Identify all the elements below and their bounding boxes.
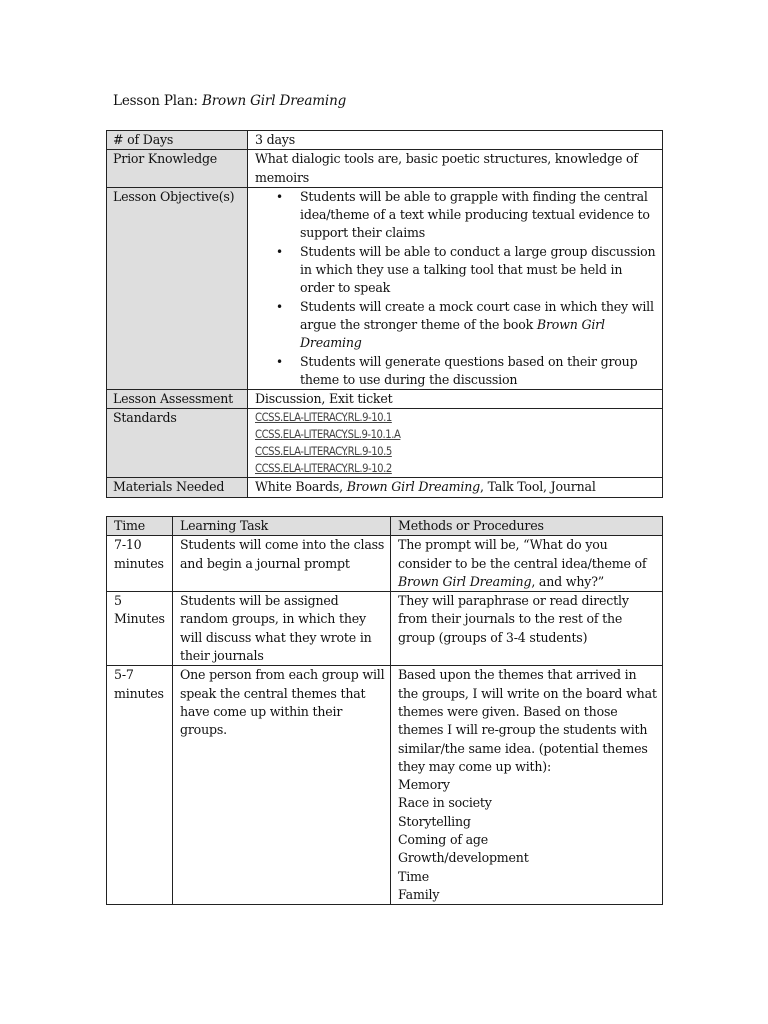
- materials-label: Materials Needed: [107, 478, 248, 497]
- row-method: They will paraphrase or read directly from their journals to the rest of the group (groups of 3-4 students): [391, 592, 663, 666]
- materials-book-title: Brown Girl Dreaming: [346, 479, 481, 495]
- schedule-header-row: [107, 517, 663, 536]
- materials-value: White Boards, Brown Girl Dreaming, Talk Tool, Journal: [248, 478, 663, 497]
- standard-link[interactable]: CCSS.ELA-LITERACY.RL.9-10.1: [255, 411, 392, 425]
- standards-label: Standards: [107, 409, 248, 478]
- theme-item: Coming of age: [398, 832, 489, 848]
- schedule-row: [107, 666, 663, 905]
- method-book-title: Brown Girl Dreaming: [398, 573, 532, 589]
- schedule-row: [107, 536, 663, 592]
- objectives-row: [107, 187, 663, 389]
- theme-item: Time: [398, 868, 430, 884]
- objective-item: • Students will generate questions based on their group theme to use during the discussion: [300, 353, 659, 390]
- days-row: [107, 131, 663, 150]
- row-task: One person from each group will speak the central themes that have come up within their groups.: [173, 666, 391, 905]
- materials-row: [107, 478, 663, 497]
- standards-row: [107, 409, 663, 478]
- row-task: Students will be assigned random groups, in which they will discuss what they wrote in their journals: [173, 592, 391, 666]
- objectives-list: [255, 188, 659, 389]
- header-time: Time: [107, 517, 173, 536]
- lesson-overview-table: [106, 130, 663, 498]
- row-time: 5-7 minutes: [107, 666, 173, 905]
- days-label: # of Days: [107, 131, 248, 150]
- objective-book-title: Brown Girl Dreaming: [300, 316, 605, 351]
- prior-knowledge-value: What dialogic tools are, basic poetic structures, knowledge of memoirs: [248, 150, 663, 188]
- theme-item: Family: [398, 886, 440, 902]
- prior-knowledge-label: Prior Knowledge: [107, 150, 248, 188]
- page-title: [113, 93, 346, 109]
- theme-item: Storytelling: [398, 813, 471, 829]
- assessment-label: Lesson Assessment: [107, 390, 248, 409]
- standard-link[interactable]: CCSS.ELA-LITERACY.RL.9-10.2: [255, 462, 392, 476]
- objectives-label: Lesson Objective(s): [107, 187, 248, 389]
- row-time: 7-10 minutes: [107, 536, 173, 592]
- header-task: Learning Task: [173, 517, 391, 536]
- objective-item: • Students will create a mock court case in which they will argue the stronger theme of the book Brown Girl Dreaming: [300, 298, 659, 353]
- standard-link[interactable]: CCSS.ELA-LITERACY.SL.9-10.1.A: [255, 428, 401, 442]
- schedule-table: [106, 516, 663, 905]
- objectives-cell: [248, 187, 663, 389]
- prior-knowledge-row: [107, 150, 663, 188]
- assessment-row: [107, 390, 663, 409]
- theme-item: Race in society: [398, 795, 492, 811]
- days-value: 3 days: [248, 131, 663, 150]
- row-task: Students will come into the class and begin a journal prompt: [173, 536, 391, 592]
- theme-item: Memory: [398, 777, 450, 793]
- objective-item: • Students will be able to conduct a large group discussion in which they use a talking tool that must be held in order to speak: [300, 243, 659, 298]
- standards-cell: [248, 409, 663, 478]
- standard-link[interactable]: CCSS.ELA-LITERACY.RL.9-10.5: [255, 445, 392, 459]
- row-method: The prompt will be, “What do you consider to be the central idea/theme of Brown Girl Dreaming, and why?”: [391, 536, 663, 592]
- theme-item: Growth/development: [398, 850, 529, 866]
- assessment-value: Discussion, Exit ticket: [248, 390, 663, 409]
- schedule-row: [107, 592, 663, 666]
- objective-item: • Students will be able to grapple with finding the central idea/theme of a text while producing textual evidence to support their claims: [300, 188, 659, 243]
- row-method: Based upon the themes that arrived in the groups, I will write on the board what themes were given. Based on those themes I will re-group the students with similar/the same idea. (potential themes they may come up with): Memory Race in society Storytelling Coming of age Growth/development Time Family: [391, 666, 663, 905]
- title-prefix: Lesson Plan:: [113, 93, 198, 109]
- header-methods: Methods or Procedures: [391, 517, 663, 536]
- title-book: Brown Girl Dreaming: [201, 93, 347, 109]
- row-time: 5 Minutes: [107, 592, 173, 666]
